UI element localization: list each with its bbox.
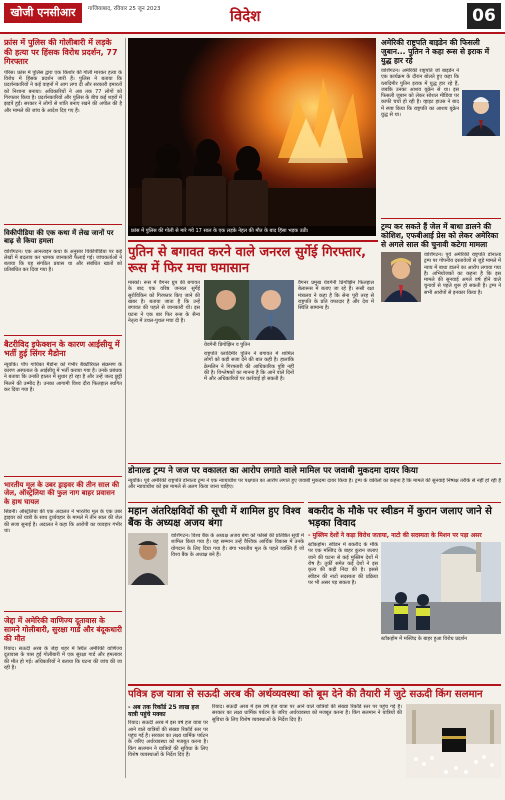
article-body: सिडनी। ऑस्ट्रेलिया की एक अदालत ने भारतीय मूल के एक उबर ड्राइवर को यात्री के साथ दुर्व्यवहार के मामले में तीन साल की जेल की सजा सुनाई है। अदालत ने कहा कि आरोपी का व्यवहार गंभीर था। (4, 508, 122, 534)
column-divider (125, 38, 126, 778)
article-uber-driver (4, 481, 122, 607)
headline: विकीपीडिया की एक कथा में लेख जानों पर बाढ़ से किया हमला (4, 228, 114, 246)
article-body: पेरिस। फ्रांस में पुलिस द्वारा एक किशोर की गोली मारकर हत्या के विरोध में हिंसक प्रदर्शन जारी हैं। पुलिस ने बताया कि प्रदर्शनकारियों ने कई वाहनों में आग लगा दी और सरकारी इमारतों को निशाना बनाया। अधिकारियों ने अब तक 77 लोगों को गिरफ्तार किया है। प्रदर्शनकारियों और पुलिस के बीच कई शहरों में झड़पें हुईं। सरकार ने लोगों से शांति बनाए रखने की अपील की है और मामले की जांच के आदेश दिए गए हैं। (4, 69, 122, 114)
article-body: वाशिंगटन। एक आनलाइन कथा के अनुसार विकीपीडिया पर कई लेखों में बदलाव कर भ्रामक जानकारी फैलाई गई। जांचकर्ताओं ने बताया कि यह संगठित प्रयास था और संबंधित खातों को प्रतिबंधित कर दिया गया है। (4, 248, 122, 274)
headline: पुतिन से बगावत करने वाले जनरल सुर्गेई गिरफ्तार, रूस में फिर मचा घमासान (128, 245, 367, 276)
masthead (0, 0, 505, 34)
person-portrait-icon (128, 533, 168, 585)
kaaba-crowd-photo (406, 704, 501, 778)
article-body: मास्को। रूस में वैगनर ग्रुप की बगावत के बाद एक वरिष्ठ जनरल सुर्गेई सुरोविकिन को गिरफ्तार किए जाने की खबर है। बताया जाता है कि उन्हें बगावत की पहले से जानकारी थी। इस घटना ने एक बार फिर रूस के सैन्य नेतृत्व में उथल-पुथल मचा दी है। (128, 280, 200, 324)
article-body: रियाद। सऊदी अरब में इस वर्ष हज यात्रा पर आने वाले यात्रियों की संख्या रिकॉर्ड स्तर पर पहुंच गई है। सरकार का लक्ष्य धार्मिक पर्यटन के जरिए अर्थव्यवस्था को मजबूत करना है। किंग सलमान ने यात्रियों की सुविधा के लिए विशेष व्यवस्थाओं के निर्देश दिए हैं। (128, 720, 208, 758)
subheadline: - मुस्लिम देशों ने कड़ा विरोध जताया, नाटो की सदस्यता के मिशन पर पड़ा असर (308, 532, 482, 539)
headline: बकरीद के मौके पर स्वीडन में कुरान जलाए जाने से भड़का विवाद (308, 506, 492, 529)
article-body: रियाद। सऊदी अरब के जेद्दा शहर में स्थित अमेरिकी वाणिज्य दूतावास के पास हुई गोलीबारी में एक सुरक्षा गार्ड और हमलावर की मौत हो गई। अधिकारियों ने बताया कि घटना की जांच की जा रही है। (4, 645, 122, 671)
two-leaders-photo (204, 280, 294, 340)
person-portrait-icon (381, 252, 421, 302)
headline: जेद्दा में अमेरिकी वाणिज्य दूतावास के सामने गोलीबारी, सुरक्षा गार्ड और बंदूकधारी की मौत (4, 615, 122, 643)
article-body: स्टॉकहोम। स्वीडन में बकरीद के मौके पर एक मस्जिद के बाहर कुरान जलाए जाने की घटना से कई मुस्लिम देशों में रोष है। तुर्की समेत कई देशों ने इस कृत्य की कड़ी निंदा की है। इससे स्वीडन की नाटो सदस्यता की प्रक्रिया पर भी असर पड़ सकता है। (308, 542, 378, 586)
stockholm-protest-photo (381, 542, 501, 634)
photo-caption: फ्रांस में पुलिस की गोली से मारे गये 17 साल के एक लड़के नेहल की मौत के बाद हिंसा भड़क उठी। (128, 226, 376, 236)
riot-fire-image (128, 38, 376, 236)
article-jeddah-shooting (4, 616, 122, 746)
lead-article-putin (128, 240, 378, 462)
article-wikipedia (4, 229, 122, 331)
article-ajay-banga (128, 502, 304, 680)
article-trump-fbi (381, 218, 501, 450)
article-body: रियाद। सऊदी अरब में इस वर्ष हज यात्रा पर आने वाले यात्रियों की संख्या रिकॉर्ड स्तर पर पहुंच गई है। सरकार का लक्ष्य धार्मिक पर्यटन के जरिए अर्थव्यवस्था को मजबूत करना है। किंग सलमान ने यात्रियों की सुविधा के लिए विशेष व्यवस्थाओं के निर्देश दिए हैं। (212, 704, 402, 723)
trump-photo (381, 252, 421, 302)
subheadline: - अब तक रिकॉर्ड 25 लाख हज यात्री पहुंचे मक्का (128, 704, 199, 719)
article-body: वैगनर प्रमुख येवगेनी प्रिगोझिन फिलहाल बेलारूस में बताए जा रहे हैं। रूसी रक्षा मंत्रालय ने कहा है कि सेना पूरी तरह से राष्ट्रपति के प्रति वफादार है और देश में स्थिति सामान्य है। (298, 280, 374, 312)
article-body: वाशिंगटन। विश्व बैंक के अध्यक्ष अजय बंगा को फोर्ब्स की प्रतिष्ठित सूची में शामिल किया गया है। यह सम्मान उन्हें वैश्विक आर्थिक विकास में उनके योगदान के लिए दिया गया है। बंगा भारतीय मूल के पहले व्यक्ति हैं जो विश्व बैंक के अध्यक्ष बने हैं। (171, 533, 304, 558)
person-portrait-icon (462, 90, 500, 136)
headline: बैटरीविद इफेक्शन के कारण आईसीयू में भर्ती हुई सिंगर मैडोना (4, 339, 120, 359)
putin-wagner-photo (204, 280, 294, 340)
photo-caption: येवगेनी प्रिगोझिन व पुतिन (204, 342, 250, 349)
photo-caption: स्टॉकहोम में मस्जिद के बाहर हुआ विरोध प्रदर्शन (381, 636, 467, 643)
main-photo (128, 38, 376, 236)
article-body: वाशिंगटन। पूर्व अमेरिकी राष्ट्रपति डोनाल्ड ट्रम्प पर गोपनीय दस्तावेजों से जुड़े मामले में न्याय में बाधा डालने का आरोप लगाया गया है। अभियोजकों का कहना है कि इस मामले की सुनवाई अगले वर्ष होने वाले चुनावों से पहले शुरू हो सकती है। ट्रम्प ने सभी आरोपों से इनकार किया है। (424, 252, 501, 296)
headline: भारतीय मूल के उबर ड्राइवर की तीन साल की जेल, ऑस्ट्रेलिया की फुल नाग बाहर प्रवासन के हाथ घायल (4, 480, 120, 506)
headline: अमेरिकी राष्ट्रपति बाइडेन की फिसली जुबान... पुतिन ने कहा रूस से इराक में युद्ध हार रहे (381, 38, 490, 65)
article-biden (381, 38, 501, 214)
article-france-protest (4, 38, 122, 220)
left-column (4, 38, 122, 778)
article-body: राष्ट्रपति व्लादिमीर पुतिन ने बगावत में शामिल लोगों को कड़ी सजा देने की बात कही है। हालांकि क्रेमलिन ने गिरफ्तारी की आधिकारिक पुष्टि नहीं की है। विश्लेषकों का मानना है कि आने वाले दिनों में और अधिकारियों पर कार्रवाई हो सकती है। (204, 351, 294, 383)
biden-photo (462, 90, 500, 136)
article-madonna (4, 340, 122, 472)
headline: फ्रांस में पुलिस की गोलीबारी में लड़के की हत्या पर हिंसक विरोध प्रदर्शन, 77 गिरफ्तार (4, 38, 118, 67)
headline: ट्रम्प कर सकते हैं जेल में बाधा डालने की कोशिश, एफबीआई प्रेस को लेकर अमेरिका से अगले साल की चुनावी कटेगा मामला (381, 222, 499, 249)
article-body: न्यूयॉर्क। पॉप गायिका मैडोना को गंभीर बैक्टीरियल संक्रमण के कारण अस्पताल के आईसीयू में भर्ती कराया गया है। उनके प्रबंधक ने बताया कि उनकी हालत में सुधार हो रहा है और उन्हें जल्द छुट्टी मिलने की उम्मीद है। उनका आगामी विश्व दौरा फिलहाल स्थगित कर दिया गया है। (4, 361, 122, 393)
newspaper-logo: खोजी एनसीआर (4, 3, 82, 23)
article-body: न्यूयॉर्क। पूर्व अमेरिकी राष्ट्रपति डोनाल्ड ट्रम्प ने एक न्यायाधीश पर पक्षपात का आरोप लगाते हुए जवाबी मुकदमा दायर किया है। ट्रम्प के वकीलों का कहना है कि मामले की सुनवाई निष्पक्ष तरीके से नहीं हो रही है और न्यायाधीश को इस मामले से अलग किया जाना चाहिए। (128, 478, 501, 491)
article-saudi-hajj (128, 684, 501, 796)
mecca-photo (406, 704, 501, 778)
section-title: विदेश (230, 7, 261, 25)
article-trump-judge (128, 463, 501, 499)
page-number: 06 (467, 3, 501, 29)
headline: महान अंतरिक्षविदों की सूची में शामिल हुए विश्व बैंक के अध्यक्ष अजय बंगा (128, 506, 301, 529)
banga-photo (128, 533, 168, 585)
article-body: वाशिंगटन। अमेरिकी राष्ट्रपति जो बाइडेन ने एक कार्यक्रम के दौरान बोलते हुए कहा कि व्लादिमीर पुतिन इराक में युद्ध हार रहे हैं, जबकि उनका आशय यूक्रेन से था। इस फिसली जुबान को लेकर सोशल मीडिया पर काफी चर्चा हो रही है। व्हाइट हाउस ने बाद में स्पष्ट किया कि राष्ट्रपति का आशय यूक्रेन युद्ध से था। (381, 68, 459, 119)
dateline: गाजियाबाद, रविवार 25 जून 2023 (88, 6, 161, 12)
headline: पवित्र हज यात्रा से सऊदी अरब की अर्थव्यवस्था को बूम देने की तैयारी में जुटे सऊदी किंग सलमान (128, 689, 483, 700)
protest-photo (381, 542, 501, 634)
headline: डोनाल्ड ट्रम्प ने जज पर वकालत का आरोप लगाते वाले मामिल पर जवाबी मुकदमा दायर किया (128, 466, 418, 476)
article-sweden-quran (308, 502, 501, 680)
